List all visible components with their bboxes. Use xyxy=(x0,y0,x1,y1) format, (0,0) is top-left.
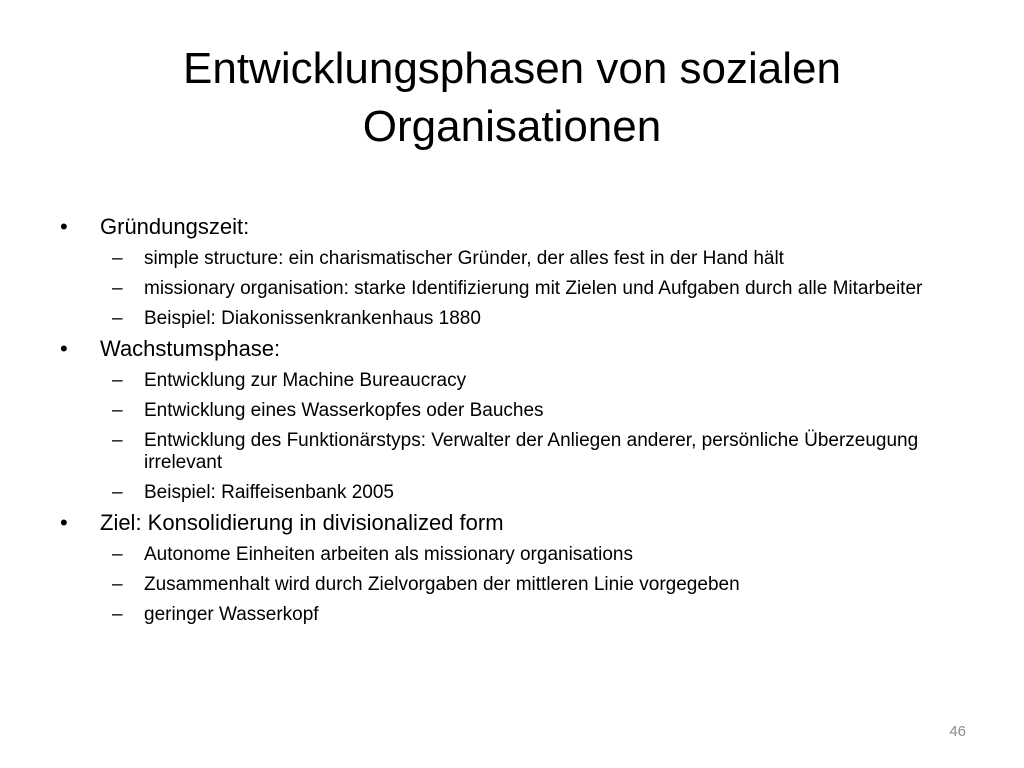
bullet-item xyxy=(60,510,960,536)
dash-icon: – xyxy=(112,430,123,451)
sub-bullet-text: Beispiel: Diakonissenkrankenhaus 1880 xyxy=(144,308,481,329)
bullet-heading: Wachstumsphase: xyxy=(100,336,281,361)
bullet-list xyxy=(60,214,960,626)
sub-bullet-text: Entwicklung des Funktionärstyps: Verwalter der Anliegen anderer, persönliche Überzeugung irrelevant xyxy=(144,430,919,473)
sub-bullet-text: Zusammenhalt wird durch Zielvorgaben der mittleren Linie vorgegeben xyxy=(144,574,740,595)
sub-bullet-item xyxy=(112,574,960,596)
sub-bullet-item xyxy=(112,604,960,626)
title-line-2: Organisationen xyxy=(362,102,662,151)
sub-bullet-item xyxy=(112,400,960,422)
dash-icon: – xyxy=(112,604,123,625)
sub-bullet-text: simple structure: ein charismatischer Gründer, der alles fest in der Hand hält xyxy=(144,248,784,269)
bullet-heading: Gründungszeit: xyxy=(100,214,250,239)
dash-icon: – xyxy=(112,370,123,391)
bullet-icon: • xyxy=(60,510,68,535)
sub-bullet-item xyxy=(112,482,960,504)
bullet-item xyxy=(60,336,960,362)
sub-bullet-item xyxy=(112,370,960,392)
dash-icon: – xyxy=(112,248,123,269)
sub-bullet-text: Entwicklung eines Wasserkopfes oder Bauches xyxy=(144,400,544,421)
dash-icon: – xyxy=(112,278,123,299)
dash-icon: – xyxy=(112,308,123,329)
sub-bullet-text: Beispiel: Raiffeisenbank 2005 xyxy=(144,482,394,503)
sub-bullet-item xyxy=(112,308,960,330)
title-line-1: Entwicklungsphasen von sozialen xyxy=(183,44,841,93)
sub-bullet-text: geringer Wasserkopf xyxy=(144,604,319,625)
sub-bullet-item xyxy=(112,248,960,270)
dash-icon: – xyxy=(112,400,123,421)
bullet-item xyxy=(60,214,960,240)
dash-icon: – xyxy=(112,574,123,595)
dash-icon: – xyxy=(112,544,123,565)
slide-title xyxy=(90,40,934,156)
dash-icon: – xyxy=(112,482,123,503)
sub-bullet-item xyxy=(112,430,960,474)
slide-number: 46 xyxy=(949,723,966,740)
sub-bullet-text: Autonome Einheiten arbeiten als missionary organisations xyxy=(144,544,633,565)
sub-bullet-text: Entwicklung zur Machine Bureaucracy xyxy=(144,370,467,391)
sub-bullet-text: missionary organisation: starke Identifizierung mit Zielen und Aufgaben durch alle Mitarbeiter xyxy=(144,278,923,299)
bullet-icon: • xyxy=(60,336,68,361)
sub-bullet-item xyxy=(112,544,960,566)
bullet-heading: Ziel: Konsolidierung in divisionalized form xyxy=(100,510,504,535)
bullet-icon: • xyxy=(60,214,68,239)
sub-bullet-item xyxy=(112,278,960,300)
